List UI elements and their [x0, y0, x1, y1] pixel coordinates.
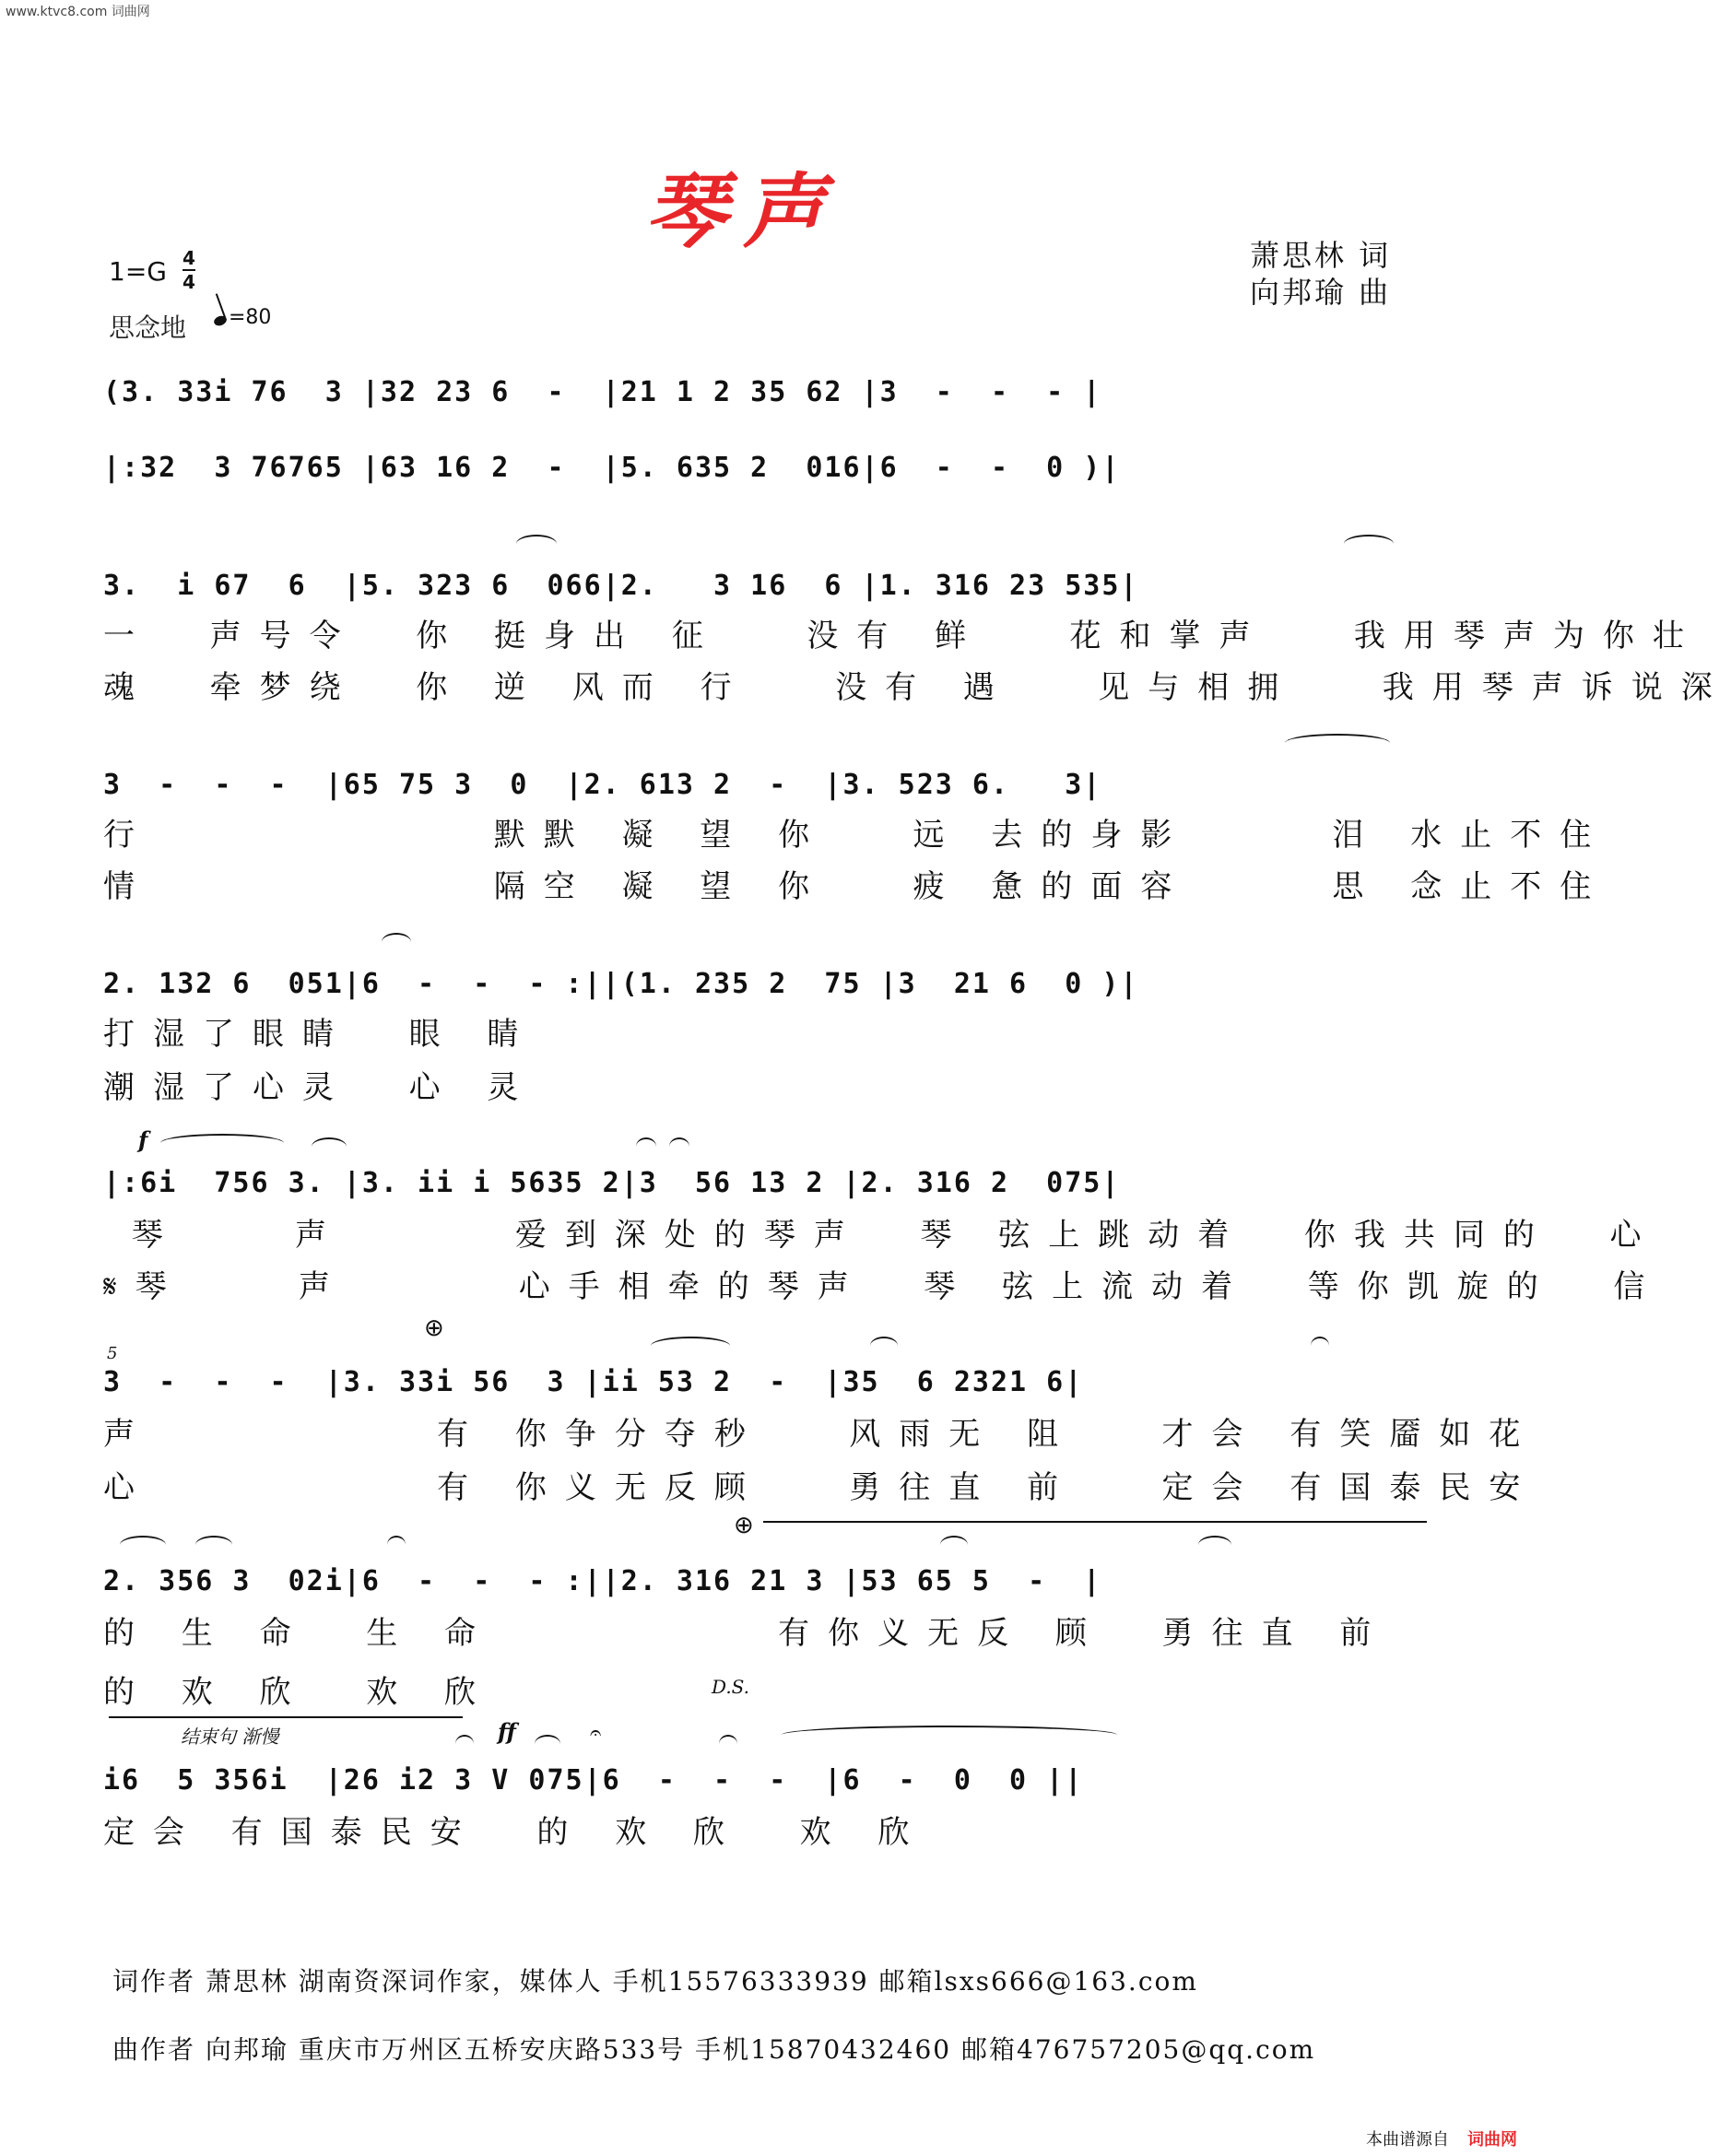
- lyric-line-verse2: 潮湿了心灵 心 灵: [103, 1069, 537, 1106]
- notation-line: 2. 356 3 02i|6 - - - :||2. 316 21 3 |53 65 5 - |: [103, 1565, 1102, 1597]
- slur-mark: [651, 1337, 730, 1355]
- tempo-mark: [214, 306, 271, 329]
- notation-line: i6 5 356i |26 i2 3 V 075|6 - - - |6 - 0 0 ||: [103, 1764, 1084, 1797]
- score-row: [103, 1556, 1427, 1604]
- slur-mark: [1198, 1536, 1231, 1554]
- lyricist-contact: 词作者 萧思林 湖南资深词作家，媒体人 手机15576333939 邮箱lsxs666@163.com: [112, 1966, 1198, 1997]
- slur-mark: [120, 1536, 166, 1554]
- source-site: 词曲网: [1467, 2130, 1517, 2150]
- meter-top: 4: [183, 247, 195, 269]
- lyric-line-verse1: 一 声号令 你 挺身出 征 没有 鲜 花和掌声 我用琴声为你壮: [103, 618, 1702, 654]
- quarter-note-icon: [213, 314, 229, 327]
- dynamic-forte: f: [138, 1126, 148, 1153]
- lyric-line-verse1: 打湿了眼睛 眼 睛: [103, 1016, 537, 1053]
- ending-instruction: 结束句 渐慢: [181, 1726, 279, 1748]
- song-title: 琴声: [645, 163, 842, 259]
- composer-contact: 曲作者 向邦瑜 重庆市万州区五桥安庆路533号 手机15870432460 邮箱476757205@qq.com: [112, 2034, 1316, 2065]
- coda-bracket: [763, 1521, 1427, 1523]
- expression-mark: 思念地: [109, 312, 187, 343]
- notation-line: 2. 132 6 051|6 - - - :||(1. 235 2 75 |3 21 6 0 )|: [103, 968, 1139, 1000]
- slur-mark: [870, 1337, 898, 1355]
- score-row: [103, 1755, 1427, 1803]
- coda-sign-icon: ⊕: [734, 1512, 754, 1539]
- slur-mark: [1344, 535, 1394, 553]
- lyric-line-verse2: 魂 牵梦绕 你 逆 风而 行 没有 遇 见与相拥 我用琴声诉说深: [103, 669, 1731, 706]
- score-row: [103, 442, 1427, 490]
- lyric-line-verse2: 情 隔空 凝 望 你 疲 惫的面容 思 念止不住: [103, 868, 1610, 905]
- slur-mark: [516, 535, 557, 553]
- slur-mark: [719, 1735, 737, 1753]
- meter-bottom: 4: [183, 271, 195, 293]
- slur-mark: [535, 1735, 560, 1753]
- notation-line: 3. i 67 6 |5. 323 6 066|2. 3 16 6 |1. 316 23 535|: [103, 570, 1139, 602]
- lyric-line-chorus1: 声 有 你争分夺秒 风雨无 阻 才会 有笑靥如花: [103, 1416, 1539, 1453]
- composer-credit: 向邦瑜 曲: [1250, 275, 1392, 310]
- lyricist-credit: 萧思林 词: [1250, 238, 1392, 273]
- slur-mark: [160, 1134, 284, 1152]
- notation-line: 3 - - - |65 75 3 0 |2. 613 2 - |3. 523 6. 3|: [103, 769, 1102, 801]
- site-watermark: www.ktvc8.com 词曲网: [6, 5, 150, 19]
- lyric-line-chorus2: 的 欢 欣 欢 欣: [103, 1674, 495, 1711]
- lyric-line-chorus2: 心 有 你义无反顾 勇往直 前 定会 有国泰民安: [103, 1469, 1539, 1506]
- slur-mark: [636, 1137, 656, 1156]
- slur-mark: [455, 1735, 474, 1753]
- slur-mark: [669, 1137, 689, 1156]
- slur-mark: [312, 1137, 347, 1156]
- slur-mark: [1285, 734, 1390, 752]
- lyric-line-chorus1: 琴 声 爱到深处的琴声 琴 弦上跳动着 你我共同的 心: [103, 1217, 1660, 1254]
- lyric-line-chorus1: 的 生 命 生 命 有你义无反 顾 勇往直 前: [103, 1615, 1390, 1652]
- slur-mark: [195, 1536, 232, 1554]
- notation-line: 3 - - - |3. 33i 56 3 |ii 53 2 - |35 6 2321 6|: [103, 1366, 1084, 1398]
- slur-mark: [782, 1726, 1117, 1744]
- score-row: [103, 959, 1427, 1007]
- coda-sign-icon: ⊕: [424, 1314, 444, 1342]
- dynamic-fortissimo: ff: [498, 1718, 516, 1745]
- lyric-line-chorus2: 𝄋琴 声 心手相牵的琴声 琴 弦上流动着 等你凯旋的 信: [103, 1268, 1664, 1305]
- time-signature: [183, 247, 195, 293]
- notation-line: |:32 3 76765 |63 16 2 - |5. 635 2 016|6 - - 0 )|: [103, 452, 1121, 484]
- notation-line: |:6i 756 3. |3. ii i 5635 2|3 56 13 2 |2. 316 2 075|: [103, 1167, 1121, 1199]
- slur-mark: [382, 933, 411, 951]
- grace-note: 5: [107, 1344, 118, 1363]
- key-signature: 1=G: [109, 256, 167, 287]
- score-row: [103, 367, 1427, 415]
- slur-mark: [940, 1536, 968, 1554]
- lyric-line-ending: 定会 有国泰民安 的 欢 欣 欢 欣: [103, 1814, 928, 1851]
- slur-mark: [387, 1536, 406, 1554]
- score-row: [103, 1357, 1427, 1405]
- score-row: [103, 1158, 1427, 1206]
- slur-mark: [1311, 1337, 1329, 1355]
- tempo-value: =80: [229, 306, 272, 329]
- fermata-icon: 𝄐: [590, 1722, 602, 1745]
- dal-segno-mark: D.S.: [712, 1676, 750, 1698]
- score-row: [103, 760, 1427, 807]
- score-row: [103, 560, 1427, 608]
- notation-line: (3. 33i 76 3 |32 23 6 - |21 1 2 35 62 |3 - - - |: [103, 376, 1102, 408]
- source-label: 本曲谱源自: [1366, 2130, 1449, 2150]
- source-watermark: [1366, 2127, 1517, 2150]
- ending-bracket: [109, 1716, 463, 1718]
- lyric-line-verse1: 行 默默 凝 望 你 远 去的身影 泪 水止不住: [103, 817, 1610, 854]
